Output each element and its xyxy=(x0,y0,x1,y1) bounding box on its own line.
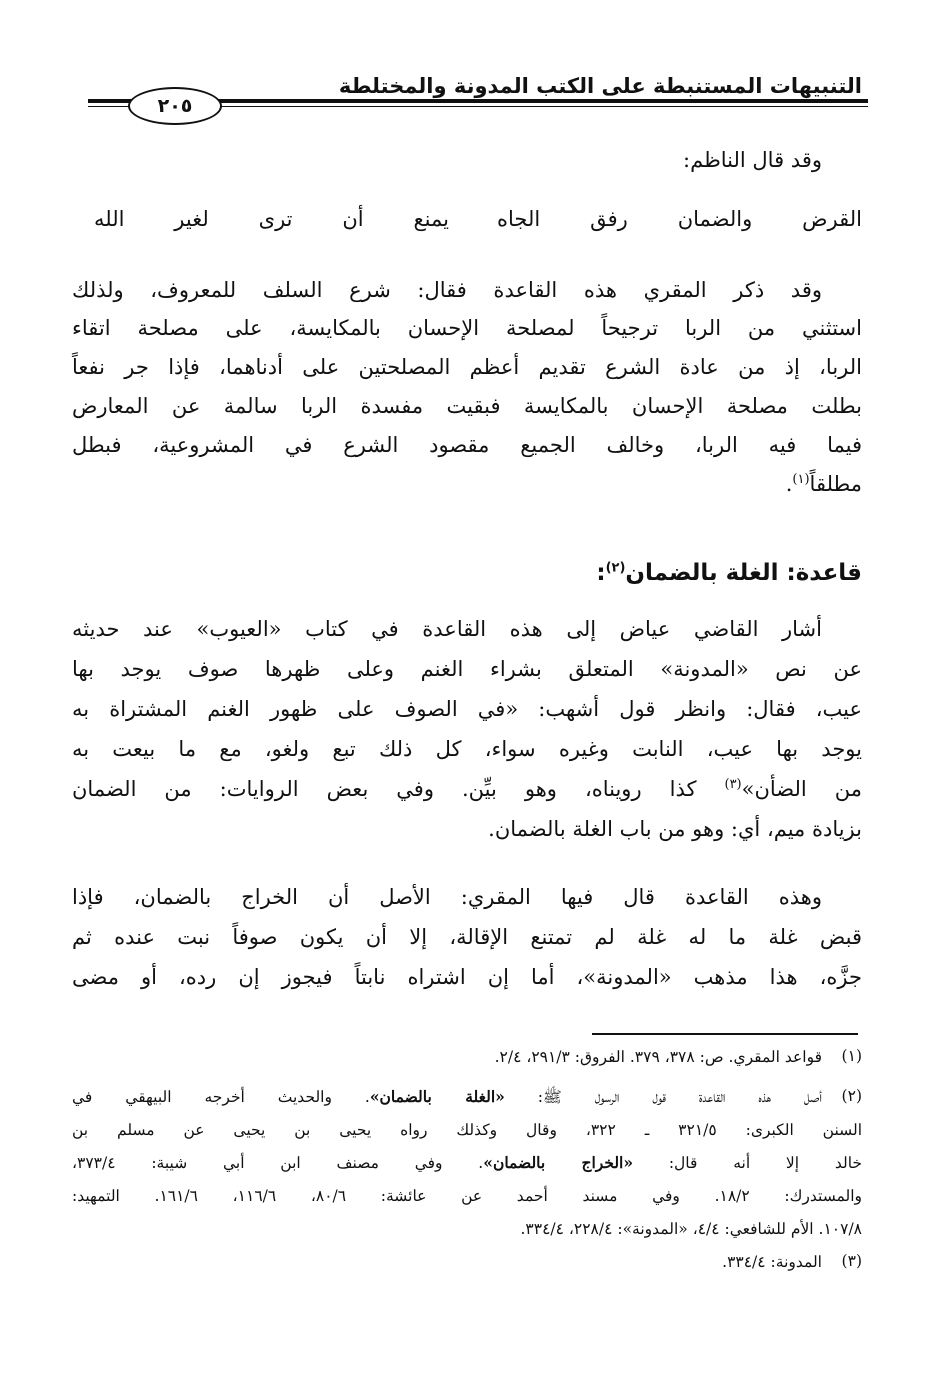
para1-line: استثني من الربا ترجيحاً لمصلحة الإحسان بالمكايسة، على مصلحة اتقاء xyxy=(72,316,862,340)
running-header-title: التنبيهات المستنبطة على الكتب المدونة والمختلطة xyxy=(338,74,862,98)
para1-line: مطلقاً$^{(١)}$. xyxy=(785,472,862,496)
para1-line: وقد ذكر المقري هذه القاعدة فقال: شرع السلف للمعروف، ولذلك xyxy=(72,278,822,302)
footnote-number: (٢) xyxy=(841,1087,862,1105)
footnote-ref[interactable]: (٣) xyxy=(724,777,742,792)
footnote-text: أصل هذه القاعدة قول الرسول ﷺ: «الغلة بالضمان». والحديث أخرجه البيهقي في xyxy=(72,1087,822,1106)
para2-line: أشار القاضي عياض إلى هذه القاعدة في كتاب «العيوب» عند حديثه xyxy=(72,617,822,641)
page-number-badge xyxy=(128,87,222,125)
footnote-text: خالد إلا أنه قال: «الخراج بالضمان». وفي مصنف ابن أبي شيبة: ٣٧٣/٤، xyxy=(72,1153,863,1172)
para3-line: جزَّه، هذا مذهب «المدونة»، أما إن اشتراه نابتاً فيجوز إن رده، أو مضى xyxy=(72,965,862,989)
footnote-ref[interactable]: (٢) xyxy=(605,560,626,576)
verse-first-hemistich: القرض والضمان رفق الجاه xyxy=(497,207,862,231)
intro-line: وقد قال الناظم: xyxy=(683,148,822,172)
verse-second-hemistich: يمنع أن ترى لغير الله xyxy=(94,207,449,231)
footnote-number: (١) xyxy=(841,1047,862,1065)
footnote-rule xyxy=(592,1033,858,1035)
para3-line: وهذه القاعدة قال فيها المقري: الأصل أن الخراج بالضمان، فإذا xyxy=(72,885,822,909)
footnote-text: قواعد المقري. ص: ٣٧٨، ٣٧٩. الفروق: ٢٩١/٣، ٢/٤. xyxy=(494,1048,822,1066)
para2-line: من الضأن»$^{(٣)}$ كذا رويناه، وهو بيِّن. وفي بعض الروايات: من الضمان xyxy=(72,777,862,801)
section-heading: قاعدة: الغلة بالضمان$^{(٢)}$: xyxy=(596,560,862,586)
footnote-text: ١٠٧/٨. الأم للشافعي: ٤/٤، «المدونة»: ٢٢٨/٤، ٣٣٤/٤. xyxy=(520,1220,862,1238)
footnote-text: المدونة: ٣٣٤/٤. xyxy=(722,1253,822,1271)
para1-line: فيما فيه الربا، وخالف الجميع مقصود الشرع في المشروعية، فبطل xyxy=(72,433,862,457)
footnote-ref[interactable]: (١) xyxy=(792,472,810,487)
footnote-number: (٣) xyxy=(841,1252,862,1270)
footnote-text: السنن الكبرى: ٣٢١/٥ ـ ٣٢٢، وقال وكذلك رواه يحيى بن يحيى عن مسلم بن xyxy=(72,1121,863,1139)
para3-line: قبض غلة ما له غلة لم تمتنع الإقالة، إلا أن يكون صوفاً نبت عنده ثم xyxy=(72,925,862,949)
para2-line: عن نص «المدونة» المتعلق بشراء الغنم وعلى ظهرها صوف يوجد بها xyxy=(72,657,862,681)
footnote-text: والمستدرك: ١٨/٢. وفي مسند أحمد عن عائشة: ٨٠/٦، ١١٦/٦، ١٦١/٦. التمهيد: xyxy=(72,1187,862,1205)
para2-line: بزيادة ميم، أي: وهو من باب الغلة بالضمان. xyxy=(488,817,862,841)
para1-line: الربا، إذ من عادة الشرع تقديم أعظم المصلحتين على أدناهما، فإذا جر نفعاً xyxy=(72,355,862,379)
page-number: ٢٠٥ xyxy=(157,95,193,117)
para2-line: يوجد بها عيب، النابت وغيره سواء، كل ذلك تبع ولغو، مع ما بيعت به xyxy=(72,737,862,761)
para1-line: بطلت مصلحة الإحسان بالمكايسة فبقيت مفسدة الربا سالمة عن المعارض xyxy=(72,394,862,418)
para2-line: عيب، فقال: وانظر قول أشهب: «في الصوف على ظهور الغنم المشتراة به xyxy=(72,697,863,721)
